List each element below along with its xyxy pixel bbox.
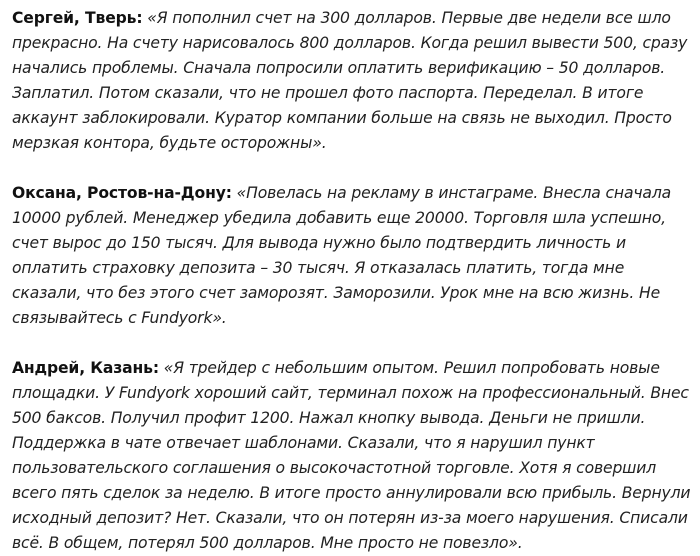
review-oksana	[12, 181, 696, 331]
review-text: «Я пополнил счет на 300 долларов. Первые две недели все шло прекрасно. На счету нарисовалось 800 долларов. Когда решил вывести 500, сразу начались проблемы. Сначала попросили оплатить верификацию – 50 долларов. Заплатил. Потом сказали, что не прошел фото паспорта. Переделал. В итоге аккаунт заблокировали. Куратор компании больше на связь не выходил. Просто мерзкая контора, будьте осторожны».	[12, 9, 688, 152]
review-sergey	[12, 0, 696, 156]
review-author: Сергей, Тверь:	[12, 9, 143, 27]
review-text: «Повелась на рекламу в инстаграме. Внесла сначала 10000 рублей. Менеджер убедила добавить еще 20000. Торговля шла успешно, счет вырос до 150 тысяч. Для вывода нужно было подтвердить личность и оплатить страховку депозита – 30 тысяч. Я отказалась платить, тогда мне сказали, что без этого счет заморозят. Заморозили. Урок мне на всю жизнь. Не связывайтесь с Fundyork».	[12, 184, 672, 327]
review-andrey	[12, 356, 696, 556]
review-text: «Я трейдер с небольшим опытом. Решил попробовать новые площадки. У Fundyork хороший сайт, терминал похож на профессиональный. Внес 500 баксов. Получил профит 1200. Нажал кнопку вывода. Деньги не пришли. Поддержка в чате отвечает шаблонами. Сказали, что я нарушил пункт пользовательского соглашения о высокочастотной торговле. Хотя я совершил всего пять сделок за неделю. В итоге просто аннулировали всю прибыль. Вернули исходный депозит? Нет. Сказали, что он потерян из-за моего нарушения. Списали всё. В общем, потерял 500 долларов. Мне просто не повезло».	[12, 359, 691, 552]
review-author: Андрей, Казань:	[12, 359, 159, 377]
review-author: Оксана, Ростов-на-Дону:	[12, 184, 232, 202]
reviews-section	[12, 0, 696, 556]
